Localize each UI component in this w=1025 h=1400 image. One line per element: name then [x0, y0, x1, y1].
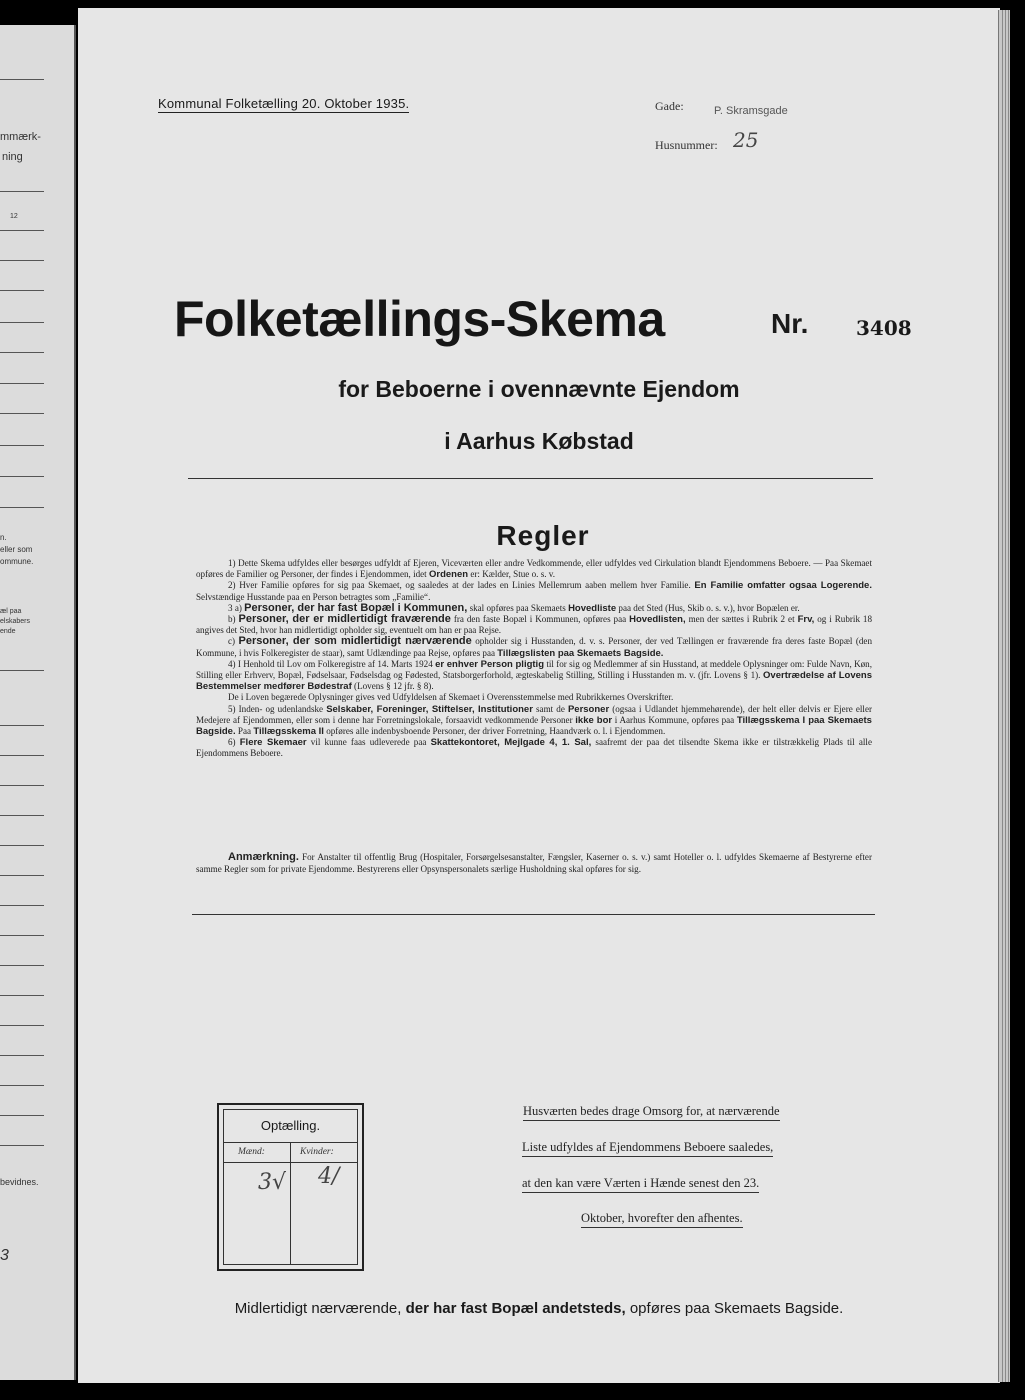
- men-count: 3√: [258, 1170, 287, 1195]
- house-number-value: 25: [733, 128, 759, 152]
- census-form-page: [78, 8, 1000, 1383]
- form-title: Folketællings-Skema: [174, 291, 665, 347]
- street-value: P. Skramsgade: [714, 105, 788, 117]
- previous-page-edge: [0, 25, 76, 1380]
- men-label: Mænd:: [238, 1147, 265, 1157]
- divider: [188, 478, 873, 479]
- left-fragment: mmærk-: [0, 131, 41, 143]
- left-fragment: n.: [0, 533, 7, 542]
- remark-label: Anmærkning.: [228, 851, 299, 863]
- notice-line: Oktober, hvorefter den afhentes.: [581, 1211, 743, 1228]
- form-number-value: 3408: [856, 316, 912, 340]
- left-fragment: æl paa: [0, 608, 22, 615]
- left-fragment: bevidnes.: [0, 1177, 39, 1187]
- left-fragment: ning: [2, 151, 23, 163]
- left-fragment: ende: [0, 628, 16, 635]
- form-number-label: Nr.: [771, 308, 809, 339]
- form-location: i Aarhus Købstad: [444, 428, 634, 454]
- left-fragment: 3: [0, 1247, 9, 1264]
- rules-heading: Regler: [496, 520, 590, 551]
- census-header-title: Kommunal Folketælling 20. Oktober 1935.: [158, 96, 410, 111]
- house-number-label: Husnummer:: [655, 138, 718, 152]
- women-count: 4/: [318, 1164, 340, 1189]
- notice-line: Husværten bedes drage Omsorg for, at nærværende: [523, 1104, 780, 1121]
- remark-note: [196, 852, 872, 875]
- left-fragment: 12: [10, 213, 18, 220]
- book-edge: [998, 10, 1010, 1382]
- left-fragment: eller som: [0, 545, 33, 554]
- notice-line: Liste udfyldes af Ejendommens Beboere saaledes,: [522, 1140, 773, 1157]
- notice-line: at den kan være Værten i Hænde senest den 23.: [522, 1176, 759, 1193]
- footer-note: Midlertidigt nærværende, der har fast Bopæl andetsteds, opføres paa Skemaets Bagside.: [234, 1300, 844, 1317]
- left-fragment: elskabers: [0, 618, 30, 625]
- form-subtitle: for Beboerne i ovennævnte Ejendom: [338, 376, 740, 402]
- women-label: Kvinder:: [300, 1147, 334, 1157]
- left-fragment: ommune.: [0, 557, 34, 566]
- divider: [192, 914, 875, 915]
- counting-box: [217, 1103, 364, 1271]
- counting-title: Optælling.: [260, 1118, 321, 1133]
- remark-text: For Anstalter til offentlig Brug (Hospitaler, Forsørgelsesanstalter, Fængsler, Kaserner o. s. v.) samt Hoteller o. l. udfyldes Skemaerne af Bestyrerne efter samme Regler som for private Ejendomme. Bestyrerens eller Opsynspersonalets særlige Husholdning skal opføres for sig.: [196, 852, 872, 874]
- street-label: Gade:: [655, 99, 684, 113]
- rules-text: 1) Dette Skema udfyldes eller besørges udfyldt af Ejeren, Viceværten eller andre Vedkommende, eller udfyldes ved Cirkulation blandt Ejendommens Beboere. — Paa Skemaet opføres de Familier og Personer, der findes i Ejendommen, idet Ordenen er: Kælder, Stue o. s. v. 2) Hver Familie opføres for sig paa Skemaet, og saaledes at der lades en Linies Mellemrum aaben mellem hver Familie. En Familie omfatter ogsaa Logerende. Selvstændige Husstande paa en Person betragtes som „Familie“. 3 a) Personer, der har fast Bopæl i Kommunen, skal opføres paa Skemaets Hovedliste paa det Sted (Hus, Skib o. s. v.), hvor Bopælen er. b) Personer, der er midlertidigt fraværende fra den faste Bopæl i Kommunen, opføres paa Hovedlisten, men der sættes i Rubrik 2 et Frv, og i Rubrik 18 angives det Sted, hvor han midlertidigt opholder sig, eventuelt om han er paa Rejse. c) Personer, der som midlertidigt nærværende opholder sig i Husstanden, d. v. s. Personer, der ved Tællingen er fraværende fra deres faste Bopæl (den Kommune, i hvis Folkeregister de staar), samt Udlændinge paa Rejse, opføres paa Tillægslisten paa Skemaets Bagside. 4) I Henhold til Lov om Folkeregistre af 14. Marts 1924 er enhver Person pligtig til for sig og Medlemmer af sin Husstand, at meddele Oplysninger om: Fulde Navn, Køn, Stilling eller Erhverv, Bopæl, Fødselsaar, Fødselsdag og Fødested, Statsborgerforhold, ægteskabelig Stilling, Stilling i Husstanden m. v. (jfr. Lovens § 1). Overtrædelse af Lovens Bestemmelser medfører Bødestraf (Lovens § 12 jfr. § 8). De i Loven begærede Oplysninger gives ved Udfyldelsen af Skemaet i Overensstemmelse med Rubrikkernes Overskrifter. 5) Inden- og udenlandske Selskaber, Foreninger, Stiftelser, Institutioner samt de Personer (ogsaa i Udlandet hjemmehørende), der helt eller delvis er Ejere eller Medejere af Ejendommen, eller som i denne har Forretningslokale, forsaavidt vedkommende Personer ikke bor i Aarhus Kommune, opføres paa Tillægsskema I paa Skemaets Bagside. Paa Tillægsskema II opføres alle indenbysboende Personer, der driver Forretning, Haandværk o. l. i Ejendommen. 6) Flere Skemaer vil kunne faas udleverede paa Skattekontoret, Mejlgade 4, 1. Sal, saafremt der paa det tilsendte Skema ikke er tilstrækkelig Plads til alle Ejendommens Beboere.: [196, 558, 873, 759]
